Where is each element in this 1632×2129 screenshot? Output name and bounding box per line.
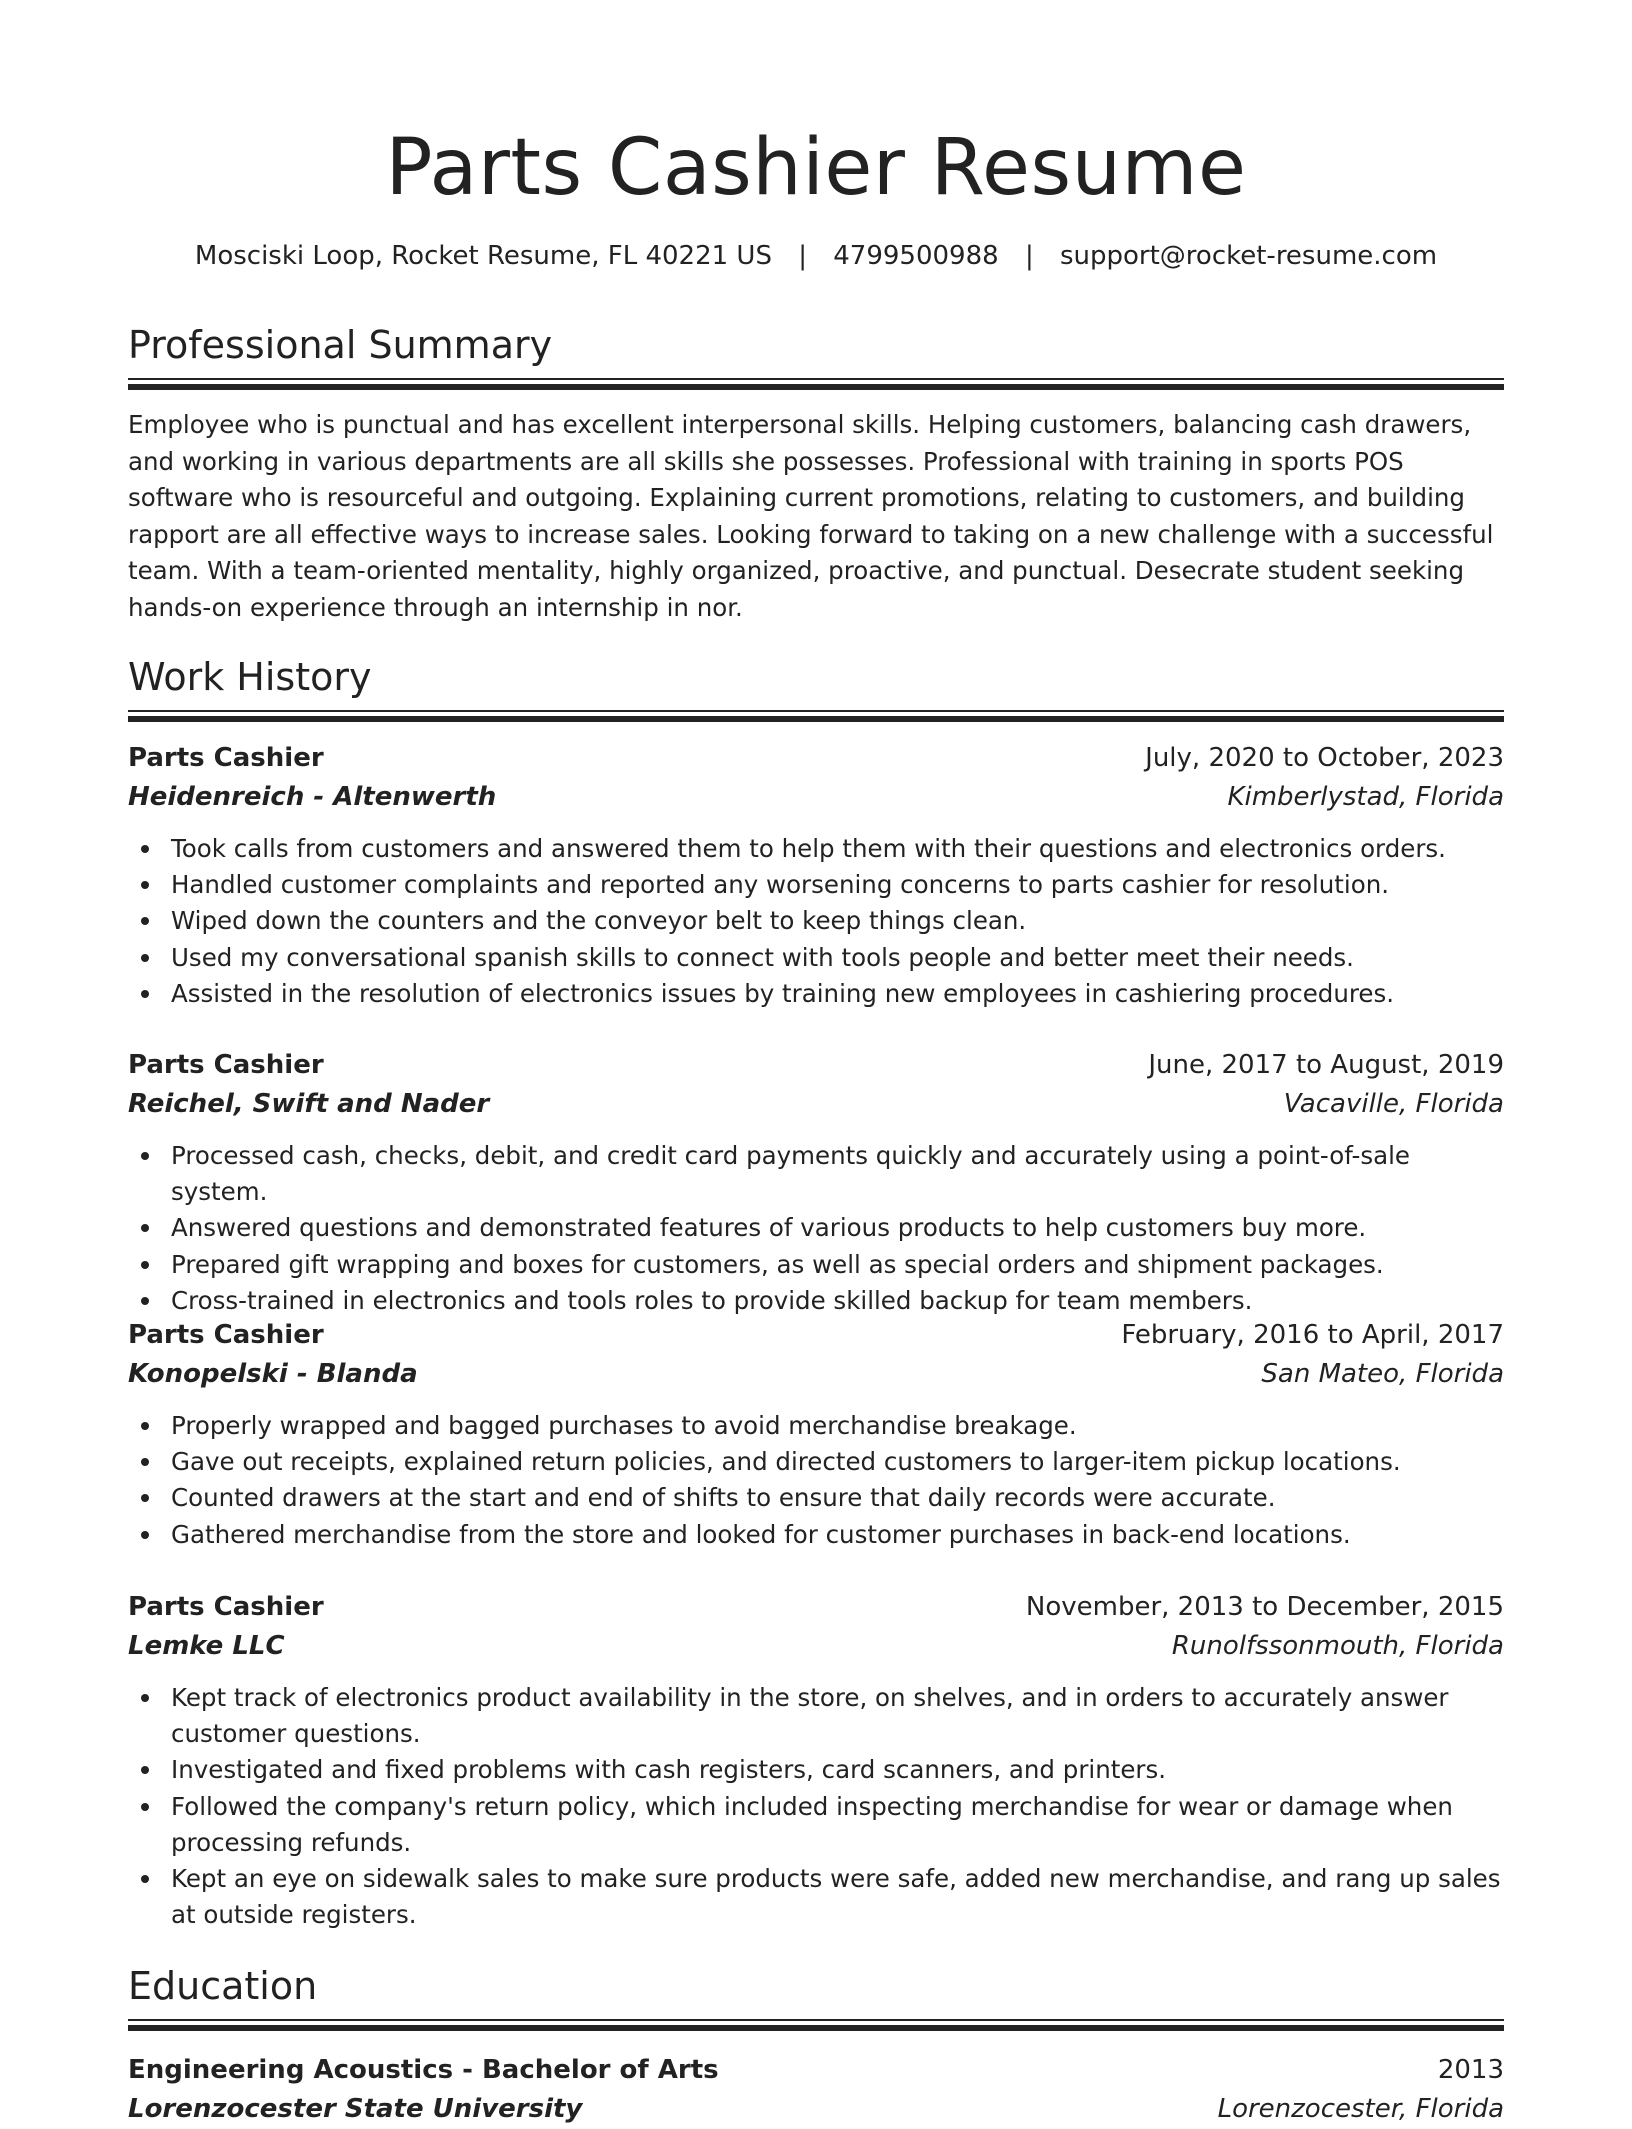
contact-address: Mosciski Loop, Rocket Resume, FL 40221 US <box>194 241 772 271</box>
summary-text: Employee who is punctual and has excellent interpersonal skills. Helping customers, balancing cash drawers, and working in various departments are all skills she possesses. Professional with training in sports POS software who is resourceful and outgoing. Explaining current promotions, relating to customers, and building rapport are all effective ways to increase sales. Looking forward to taking on a new challenge with a successful team. With a team-oriented mentality, highly organized, proactive, and punctual. Desecrate student seeking hands-on experience through an internship in nor. <box>128 410 1494 622</box>
bullet-icon <box>141 881 149 889</box>
education-location: Lorenzocester, Florida <box>1217 2094 1504 2124</box>
job-duty <box>128 867 1504 903</box>
job-duty-text: Gathered merchandise from the store and looked for customer purchases in back-end locations. <box>171 1519 1351 1549</box>
job-duty <box>128 1680 1504 1752</box>
bullet-icon <box>141 917 149 925</box>
job-duty-text: Wiped down the counters and the conveyor belt to keep things clean. <box>171 906 1027 936</box>
job-duty-text: Took calls from customers and answered them to help them with their questions and electronics orders. <box>171 834 1446 863</box>
job-duty <box>128 1210 1504 1246</box>
contact-separator: | <box>1024 241 1034 271</box>
job-duty-text: Kept an eye on sidewalk sales to make sure products were safe, added new merchandise, and rang up sales at outside registers. <box>171 1864 1501 1930</box>
job-dates: February, 2016 to April, 2017 <box>1121 1320 1504 1350</box>
bullet-icon <box>141 1224 149 1232</box>
job-duties-list <box>128 1138 1504 1319</box>
education-degree: Engineering Acoustics - Bachelor of Arts <box>128 2055 719 2085</box>
bullet-icon <box>141 1297 149 1305</box>
job-duties-list <box>128 1408 1504 1553</box>
contact-line <box>128 238 1504 274</box>
contact-email: support@rocket-resume.com <box>1059 241 1438 271</box>
bullet-icon <box>141 1803 149 1811</box>
section-divider <box>128 2019 1504 2029</box>
job-duty-text: Properly wrapped and bagged purchases to avoid merchandise breakage. <box>171 1411 1077 1440</box>
contact-separator: | <box>798 241 807 271</box>
bullet-icon <box>141 1494 149 1502</box>
job-duty <box>128 1517 1504 1553</box>
summary-heading: Professional Summary <box>128 323 553 367</box>
job-duty-text: Processed cash, checks, debit, and credit card payments quickly and accurately using a point-of-sale system. <box>171 1141 1410 1207</box>
job-title: Parts Cashier <box>128 743 324 773</box>
job-entry <box>128 739 1504 1012</box>
job-duty <box>128 1444 1504 1480</box>
education-year: 2013 <box>1437 2055 1504 2085</box>
job-duty <box>128 1283 1504 1319</box>
bullet-icon <box>141 1694 149 1702</box>
bullet-icon <box>141 1422 149 1430</box>
job-dates: July, 2020 to October, 2023 <box>1145 743 1504 773</box>
job-duty-text: Kept track of electronics product availability in the store, on shelves, and in orders to accurately answer customer questions. <box>171 1683 1449 1749</box>
section-divider <box>128 710 1504 720</box>
work-history-heading: Work History <box>128 655 372 699</box>
job-duty <box>128 1138 1504 1210</box>
job-duty-text: Assisted in the resolution of electronics issues by training new employees in cashiering procedures. <box>171 978 1395 1008</box>
job-duty-text: Gave out receipts, explained return policies, and directed customers to larger-item pickup locations. <box>171 1447 1401 1477</box>
bullet-icon <box>141 954 149 962</box>
bullet-icon <box>141 1531 149 1539</box>
job-duties-list <box>128 1680 1504 1933</box>
job-duty <box>128 1480 1504 1516</box>
job-company: Heidenreich - Altenwerth <box>128 782 497 812</box>
job-entry <box>128 1046 1504 1319</box>
job-dates: November, 2013 to December, 2015 <box>1025 1592 1504 1622</box>
job-duty-text: Investigated and fixed problems with cash registers, card scanners, and printers. <box>171 1755 1167 1785</box>
job-company: Konopelski - Blanda <box>128 1359 418 1389</box>
education-entry <box>128 2051 1504 2129</box>
job-duty-text: Prepared gift wrapping and boxes for customers, as well as special orders and shipment packages. <box>171 1249 1384 1279</box>
job-duty-text: Cross-trained in electronics and tools roles to provide skilled backup for team members. <box>171 1285 1253 1315</box>
education-heading: Education <box>128 1964 318 2008</box>
bullet-icon <box>141 845 149 853</box>
bullet-icon <box>141 1261 149 1269</box>
job-dates: June, 2017 to August, 2019 <box>1148 1050 1504 1080</box>
job-location: Runolfssonmouth, Florida <box>1171 1631 1504 1661</box>
job-duty-text: Counted drawers at the start and end of shifts to ensure that daily records were accurate. <box>171 1483 1276 1513</box>
resume-title: Parts Cashier Resume <box>385 123 1247 213</box>
bullet-icon <box>141 1458 149 1466</box>
job-company: Lemke LLC <box>128 1631 285 1661</box>
job-location: Kimberlystad, Florida <box>1227 782 1504 812</box>
job-duty <box>128 1861 1504 1933</box>
contact-phone: 4799500988 <box>833 241 999 271</box>
job-duty <box>128 1408 1504 1444</box>
job-company: Reichel, Swift and Nader <box>128 1089 490 1119</box>
job-duty <box>128 1752 1504 1788</box>
job-entry <box>128 1588 1504 1933</box>
job-duty-text: Handled customer complaints and reported any worsening concerns to parts cashier for resolution. <box>171 870 1390 900</box>
job-title: Parts Cashier <box>128 1050 324 1080</box>
job-duty-text: Answered questions and demonstrated features of various products to help customers buy more. <box>171 1213 1367 1243</box>
bullet-icon <box>141 1766 149 1774</box>
job-duty-text: Followed the company's return policy, which included inspecting merchandise for wear or damage when processing refunds. <box>171 1791 1453 1857</box>
job-duties-list <box>128 831 1504 1012</box>
bullet-icon <box>141 1875 149 1883</box>
job-location: Vacaville, Florida <box>1283 1089 1504 1119</box>
job-duty <box>128 903 1504 939</box>
education-school: Lorenzocester State University <box>128 2094 583 2124</box>
job-duty <box>128 976 1504 1012</box>
job-duty-text: Used my conversational spanish skills to connect with tools people and better meet their needs. <box>171 942 1354 972</box>
job-entry <box>128 1316 1504 1553</box>
job-duty <box>128 940 1504 976</box>
bullet-icon <box>141 990 149 998</box>
job-duty <box>128 831 1504 867</box>
bullet-icon <box>141 1152 149 1160</box>
job-duty <box>128 1789 1504 1861</box>
job-title: Parts Cashier <box>128 1592 324 1622</box>
job-duty <box>128 1247 1504 1283</box>
section-divider <box>128 378 1504 388</box>
job-location: San Mateo, Florida <box>1261 1359 1504 1389</box>
job-title: Parts Cashier <box>128 1320 324 1350</box>
